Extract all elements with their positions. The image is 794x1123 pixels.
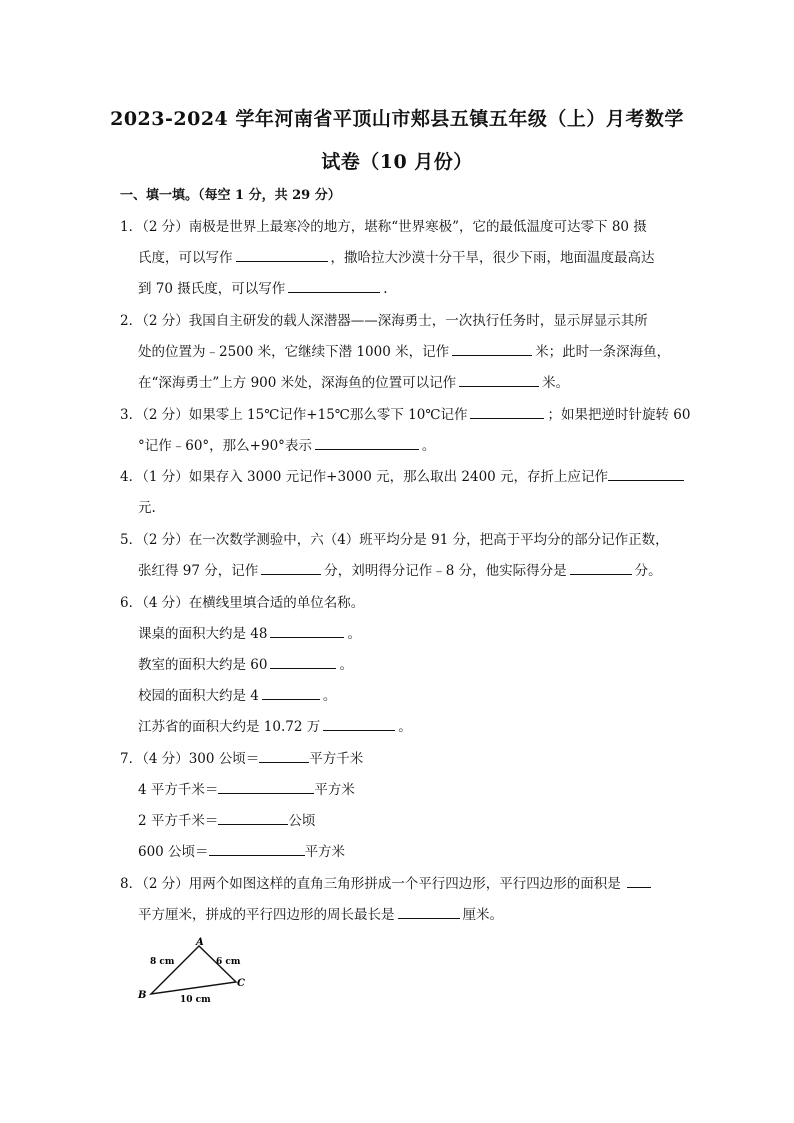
q6-answer-blank-4[interactable]: [323, 717, 395, 731]
exam-title-line1: 2023-2024 学年河南省平顶山市郏县五镇五年级（上）月考数学: [110, 108, 684, 130]
q6-text: 校园的面积大约是 4: [138, 688, 259, 704]
q3-answer-blank-1[interactable]: [470, 405, 544, 419]
vertex-label-a: A: [196, 937, 204, 948]
q5-text: 分，刘明得分记作﹣8 分，他实际得分是: [324, 563, 567, 579]
q2-text: 米。: [542, 375, 570, 391]
q3-line1: [120, 405, 690, 425]
q7-text: 2 平方千米＝: [138, 813, 219, 829]
q8-text: 厘米。: [462, 907, 503, 923]
q3-answer-blank-2[interactable]: [315, 436, 419, 450]
q2-line2: [138, 342, 670, 362]
q8-text: 8．（2 分）用两个如图这样的直角三角形拼成一个平行四边形，平行四边形的面积是: [120, 876, 621, 892]
q7-text: 平方米: [304, 844, 346, 860]
vertex-label-c: C: [237, 978, 245, 989]
q2-line1: 2．（2 分）我国自主研发的载人深潜器——深海勇士，一次执行任务时，显示屏显示其所: [120, 313, 648, 329]
q7-answer-blank-3[interactable]: [218, 811, 288, 825]
q6-text: 课桌的面积大约是 48: [138, 626, 268, 642]
q1-line1: 1．（2 分）南极是世界上最寒冷的地方，堪称“世界寒极”，它的最低温度可达零下 80 摄: [120, 219, 647, 235]
q2-text: 处的位置为﹣2500 米，它继续下潜 1000 米，记作: [138, 344, 450, 360]
q7-line4: [138, 842, 345, 862]
q1-line2: [138, 248, 655, 268]
q6-item-jiangsu: [138, 717, 412, 737]
q6-answer-blank-2[interactable]: [270, 655, 336, 669]
q5-line1: 5．（2 分）在一次数学测验中，六（4）班平均分是 91 分，把高于平均分的部分记作正数，: [120, 532, 669, 548]
q3-text: 3．（2 分）如果零上 15℃记作+15℃那么零下 10℃记作: [120, 407, 468, 423]
q7-text: 600 公顷＝: [138, 844, 209, 860]
q7-line3: [138, 811, 315, 831]
q1-text: 到 70 摄氏度，可以写作: [138, 281, 286, 297]
q5-line2: [138, 561, 662, 581]
q8-text: 平方厘米，拼成的平行四边形的周长最长是: [138, 907, 395, 923]
q7-text: 公顷: [288, 813, 316, 829]
q7-line1: [120, 749, 363, 769]
side-label-ac: 6 cm: [216, 957, 241, 967]
q5-answer-blank-2[interactable]: [570, 561, 632, 575]
q1-answer-blank-2[interactable]: [288, 279, 380, 293]
q3-text: ；如果把逆时针旋转 60: [547, 407, 691, 423]
q6-item-classroom: [138, 655, 353, 675]
q5-answer-blank-1[interactable]: [261, 561, 321, 575]
q6-text: 。: [398, 719, 412, 735]
triangle-figure: [134, 934, 254, 1006]
q7-text: 平方米: [314, 782, 355, 798]
q3-text: 。: [421, 438, 436, 454]
q7-text: 7．（4 分）300 公顷＝: [120, 751, 260, 767]
q7-text: 平方千米: [309, 751, 364, 767]
side-label-ab: 8 cm: [150, 957, 175, 967]
q6-text: 江苏省的面积大约是 10.72 万: [138, 719, 321, 735]
triangle-shape: [151, 946, 236, 994]
q6-answer-blank-3[interactable]: [262, 686, 320, 700]
q8-answer-blank-2[interactable]: [398, 905, 460, 919]
q6-item-campus: [138, 686, 336, 706]
q2-answer-blank-2[interactable]: [459, 373, 539, 387]
q7-answer-blank-1[interactable]: [259, 749, 309, 763]
q6-line1: 6．（4 分）在横线里填合适的单位名称。: [120, 595, 365, 611]
side-label-bc: 10 cm: [180, 995, 211, 1005]
q2-text: 在“深海勇士”上方 900 米处，深海鱼的位置可以记作: [138, 375, 457, 391]
q6-answer-blank-1[interactable]: [270, 624, 344, 638]
q3-line2: [138, 436, 435, 456]
q5-text: 张红得 97 分，记作: [138, 563, 259, 579]
q1-text: ，撒哈拉大沙漠十分干旱，很少下雨，地面温度最高达: [330, 250, 655, 266]
q2-line3: [138, 373, 569, 393]
q1-text: 氏度，可以写作: [138, 250, 233, 266]
q6-text: 教室的面积大约是 60: [138, 657, 268, 673]
q1-line3: [138, 279, 388, 299]
q2-text: 米；此时一条深海鱼，: [535, 344, 671, 360]
exam-title-line2: 试卷（10 月份）: [321, 151, 473, 173]
q6-text: 。: [339, 657, 353, 673]
q8-answer-blank-1[interactable]: [627, 874, 651, 888]
vertex-label-b: B: [138, 990, 147, 1001]
q4-line2: 元.: [138, 500, 156, 516]
q6-text: 。: [347, 626, 361, 642]
q4-answer-blank[interactable]: [608, 467, 684, 481]
q6-text: 。: [322, 688, 337, 704]
q1-text: .: [383, 281, 388, 297]
q8-line2: [138, 905, 503, 925]
q1-answer-blank-1[interactable]: [236, 248, 328, 262]
section-heading: 一、填一填。（每空 1 分，共 29 分）: [120, 188, 341, 203]
q4-text: 4．（1 分）如果存入 3000 元记作+3000 元，那么取出 2400 元，存折上应记作: [120, 469, 609, 485]
q7-text: 4 平方千米＝: [138, 782, 219, 798]
q7-answer-blank-2[interactable]: [218, 780, 314, 794]
q8-line1: [120, 874, 654, 894]
q6-item-desk: [138, 624, 361, 644]
q7-line2: [138, 780, 355, 800]
q2-answer-blank-1[interactable]: [452, 342, 532, 356]
q5-text: 分。: [634, 563, 662, 579]
q7-answer-blank-4[interactable]: [209, 842, 305, 856]
q4-line1: [120, 467, 687, 487]
q3-text: °记作﹣60°，那么+90°表示: [138, 438, 312, 454]
